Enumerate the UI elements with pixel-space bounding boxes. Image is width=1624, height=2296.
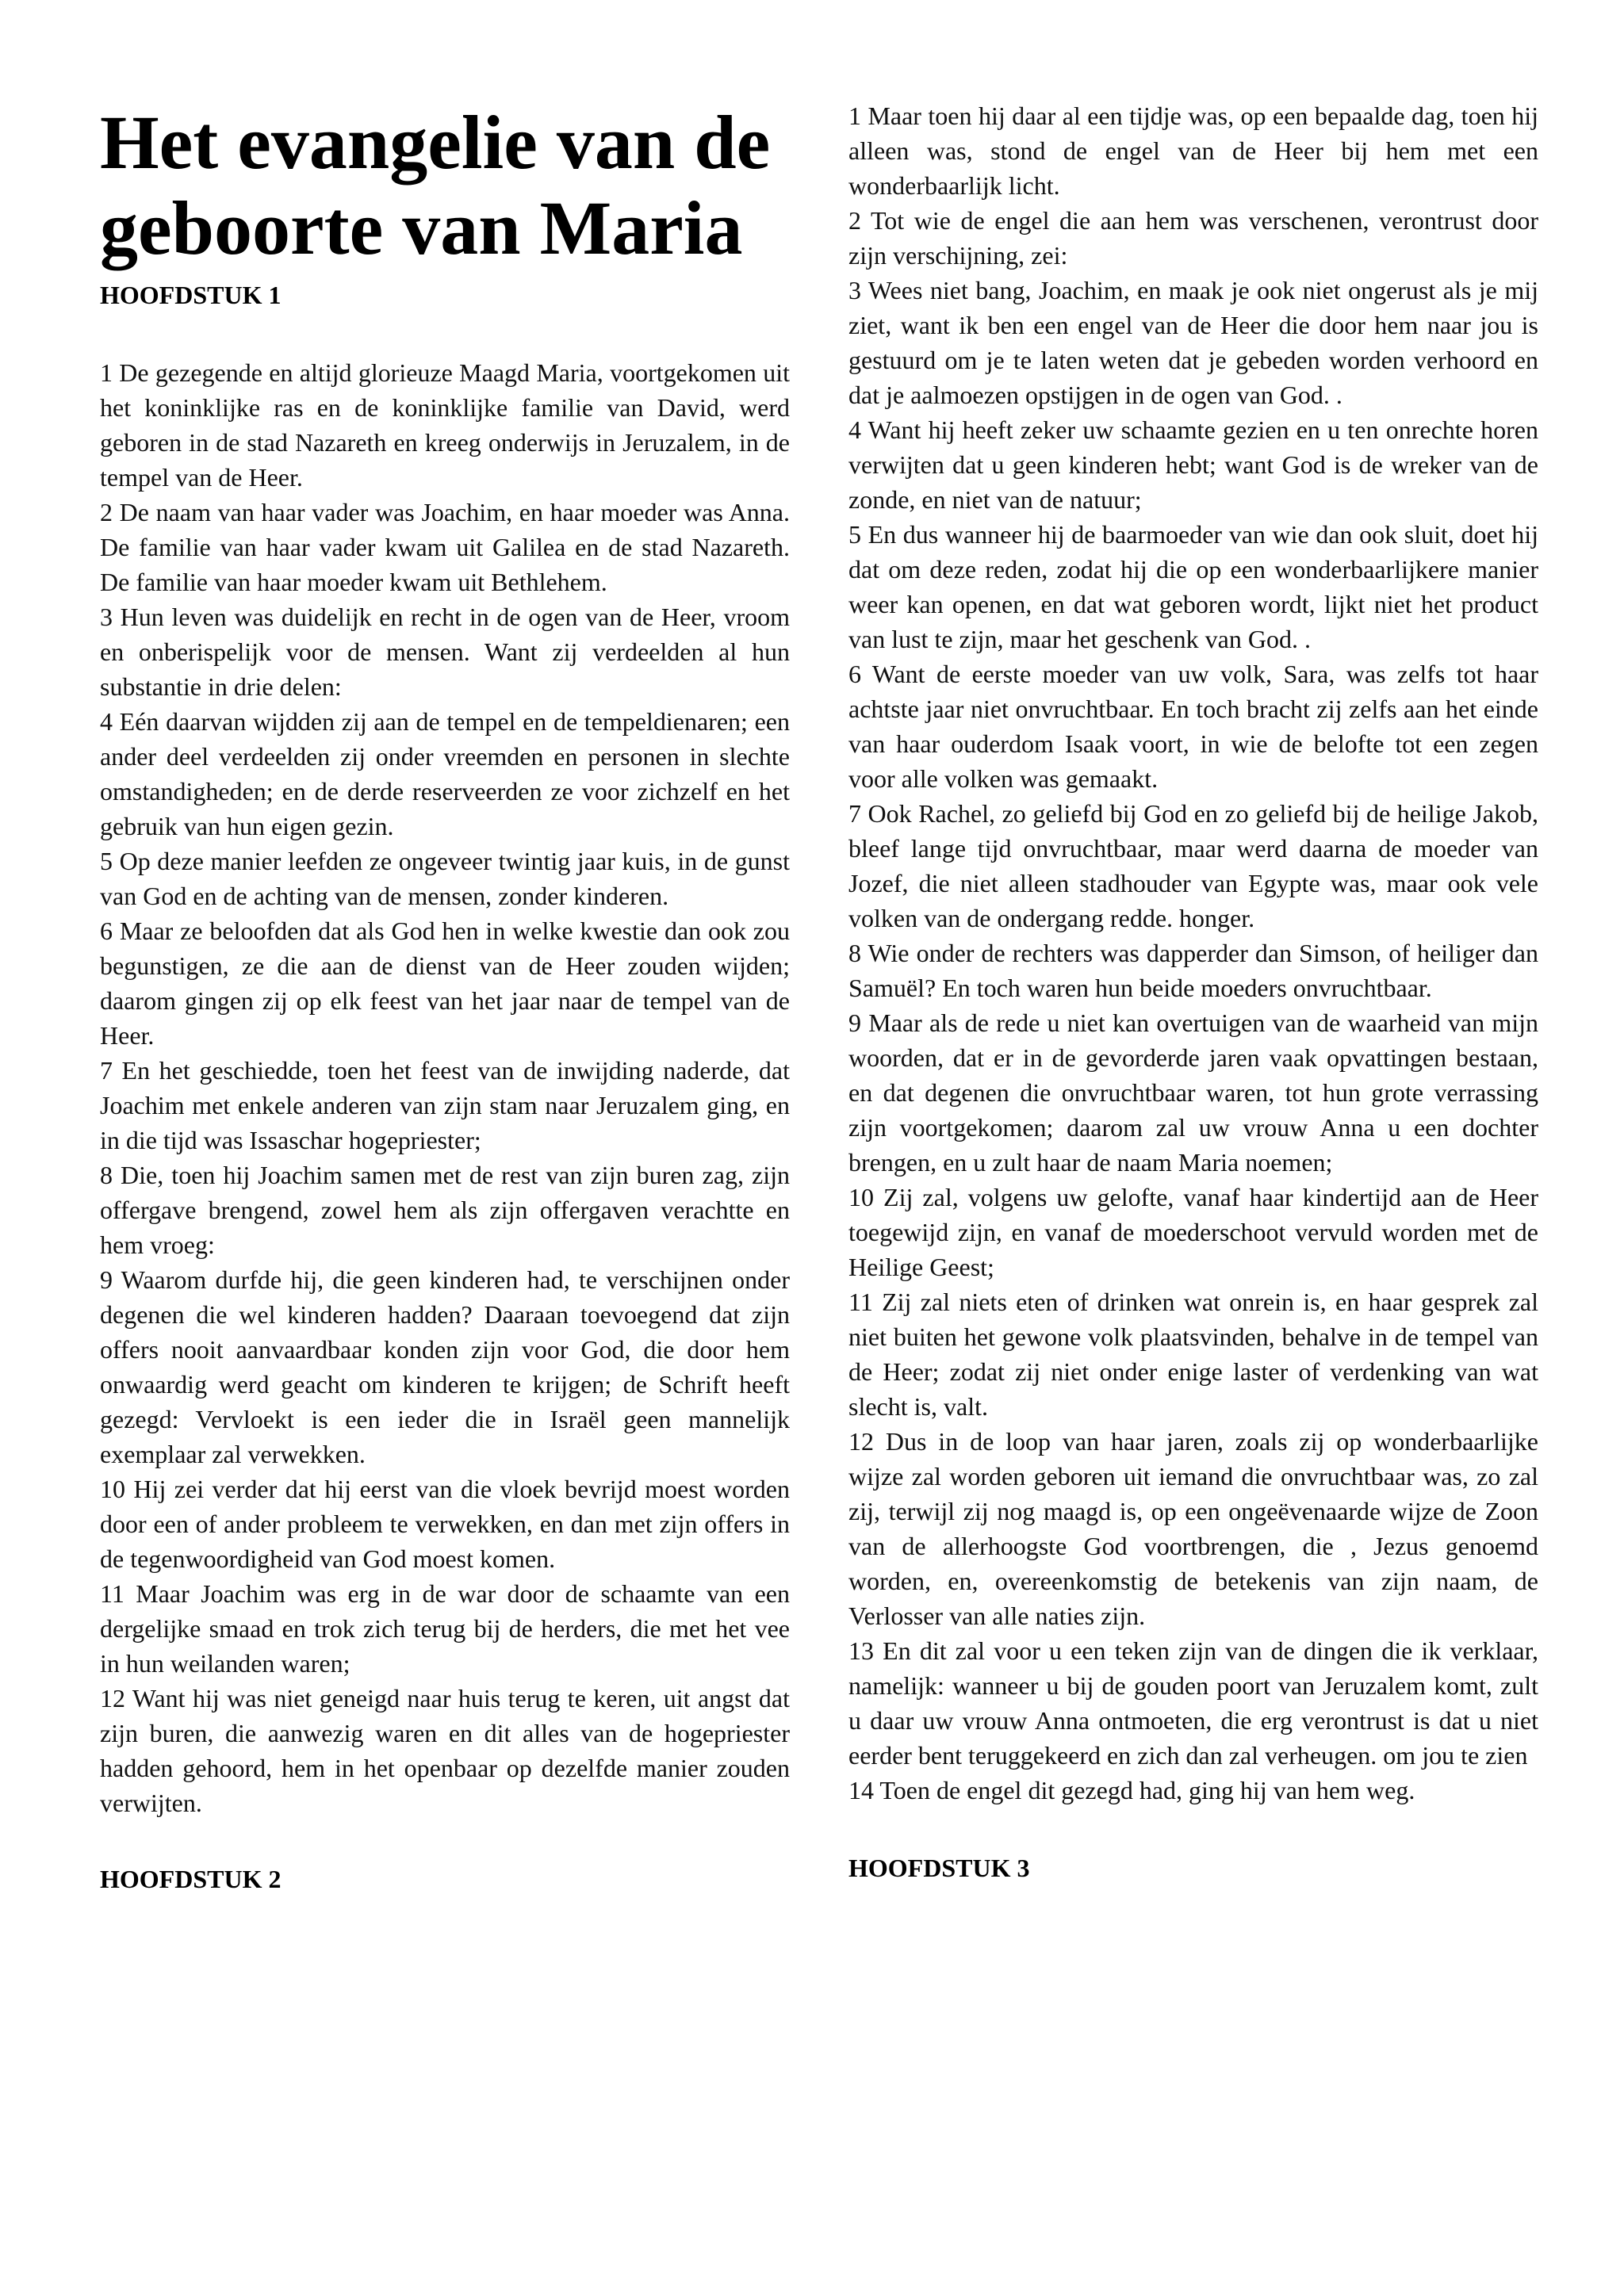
verse: 10 Zij zal, volgens uw gelofte, vanaf haar kindertijd aan de Heer toegewijd zijn, en vanaf de moederschoot vervuld worden met de Heilige Geest; [848,1183,1538,1281]
verse: 11 Zij zal niets eten of drinken wat onrein is, en haar gesprek zal niet buiten het gewone volk plaatsvinden, behalve in de tempel van de Heer; zodat zij niet onder enige laster of verdenking van wat slecht is, valt. [848,1288,1538,1421]
verse: 5 Op deze manier leefden ze ongeveer twintig jaar kuis, in de gunst van God en de achting van de mensen, zonder kinderen. [100,847,790,910]
verse: 9 Waarom durfde hij, die geen kinderen had, te verschijnen onder degenen die wel kinderen hadden? Daaraan toevoegend dat zijn offers nooit aanvaardbaar konden zijn voor God, die door hem onwaardig werd geacht om kinderen te krijgen; de Schrift heeft gezegd: Vervloekt is een ieder die in Israël geen mannelijk exemplaar zal verwekken. [100,1265,790,1468]
document-title: Het evangelie van de geboorte van Maria [100,100,771,270]
verse: 13 En dit zal voor u een teken zijn van de dingen die ik verklaar, namelijk: wanneer u bij de gouden poort van Jeruzalem komt, zult u daar uw vrouw Anna ontmoeten, die erg verontrust is dat u niet eerder bent teruggekeerd en zich dan zal verheugen. om jou te zien [848,1636,1538,1770]
verse: 10 Hij zei verder dat hij eerst van die vloek bevrijd moest worden door een of ander probleem te verwekken, en dan met zijn offers in de tegenwoordigheid van God moest komen. [100,1475,790,1573]
verse: 3 Hun leven was duidelijk en recht in de ogen van de Heer, vroom en onberispelijk voor de mensen. Want zij verdeelden al hun substantie in drie delen: [100,603,790,701]
verse: 8 Wie onder de rechters was dapperder dan Simson, of heiliger dan Samuël? En toch waren hun beide moeders onvruchtbaar. [848,939,1538,1002]
verse: 9 Maar als de rede u niet kan overtuigen van de waarheid van mijn woorden, dat er in de gevorderde jaren vaak opvattingen bestaan, en dat degenen die onvruchtbaar waren, tot hun grote verrassing zijn voortgekomen; daarom zal uw vrouw Anna u een dochter brengen, en u zult haar de naam Maria noemen; [848,1008,1538,1177]
verse: 4 Want hij heeft zeker uw schaamte gezien en u ten onrechte horen verwijten dat u geen kinderen hebt; want God is de wreker van de zonde, en niet van de natuur; [848,415,1538,514]
verse: 2 Tot wie de engel die aan hem was verschenen, verontrust door zijn verschijning, zei: [848,206,1538,270]
verse: 5 En dus wanneer hij de baarmoeder van wie dan ook sluit, doet hij dat om deze reden, zodat hij die op een wonderbaarlijkere manier weer kan openen, en dat wat geboren wordt, lijkt niet het product van lust te zijn, maar het geschenk van God. . [848,520,1538,653]
left-column [100,100,790,1896]
verse: 12 Want hij was niet geneigd naar huis terug te keren, uit angst dat zijn buren, die aanwezig waren en dit alles van de hogepriester hadden gehoord, hem in het openbaar op dezelfde manier zouden verwijten. [100,1684,790,1817]
right-column [848,98,1538,1885]
verse: 1 De gezegende en altijd glorieuze Maagd Maria, voortgekomen uit het koninklijke ras en de koninklijke familie van David, werd geboren in de stad Nazareth en kreeg onderwijs in Jeruzalem, in de tempel van de Heer. [100,358,790,492]
verse: 12 Dus in de loop van haar jaren, zoals zij op wonderbaarlijke wijze zal worden geboren uit iemand die onvruchtbaar was, zo zal zij, terwijl zij nog maagd is, op een ongeëvenaarde wijze de Zoon van de allerhoogste God voortbrengen, die , Jezus genoemd worden, en, overeenkomstig de betekenis van zijn naam, de Verlosser van alle naties zijn. [848,1427,1538,1630]
chapter-3-heading: HOOFDSTUK 3 [848,1854,1030,1882]
verse: 7 En het geschiedde, toen het feest van de inwijding naderde, dat Joachim met enkele anderen van zijn stam naar Jeruzalem ging, en in die tijd was Issaschar hogepriester; [100,1056,790,1154]
verse: 4 Eén daarvan wijdden zij aan de tempel en de tempeldienaren; een ander deel verdeelden zij onder vreemden en personen in slechte omstandigheden; en de derde reserveerden ze voor zichzelf en het gebruik van hun eigen gezin. [100,707,790,840]
verse: 1 Maar toen hij daar al een tijdje was, op een bepaalde dag, toen hij alleen was, stond de engel van de Heer bij hem met een wonderbaarlijk licht. [848,101,1538,200]
chapter-2-heading: HOOFDSTUK 2 [100,1865,282,1893]
verse: 2 De naam van haar vader was Joachim, en haar moeder was Anna. De familie van haar vader kwam uit Galilea en de stad Nazareth. De familie van haar moeder kwam uit Bethlehem. [100,498,790,596]
verse: 8 Die, toen hij Joachim samen met de rest van zijn buren zag, zijn offergave brengend, zowel hem als zijn offergaven verachtte en hem vroeg: [100,1161,790,1259]
verse: 3 Wees niet bang, Joachim, en maak je ook niet ongerust als je mij ziet, want ik ben een engel van de Heer die door hem naar jou is gestuurd om je te laten weten dat je gebeden worden verhoord en dat je aalmoezen opstijgen in de ogen van God. . [848,276,1538,409]
verse: 7 Ook Rachel, zo geliefd bij God en zo geliefd bij de heilige Jakob, bleef lange tijd onvruchtbaar, maar werd daarna de moeder van Jozef, die niet alleen stadhouder van Egypte was, maar ook vele volken van de ondergang redde. honger. [848,799,1538,932]
verse: 14 Toen de engel dit gezegd had, ging hij van hem weg. [848,1776,1415,1804]
verse: 6 Maar ze beloofden dat als God hen in welke kwestie dan ook zou begunstigen, ze die aan de dienst van de Heer zouden wijden; daarom gingen zij op elk feest van het jaar naar de tempel van de Heer. [100,916,790,1050]
verse: 11 Maar Joachim was erg in de war door de schaamte van een dergelijke smaad en trok zich terug bij de herders, die met het vee in hun weilanden waren; [100,1579,790,1678]
verse: 6 Want de eerste moeder van uw volk, Sara, was zelfs tot haar achtste jaar niet onvruchtbaar. En toch bracht zij zelfs aan het einde van haar ouderdom Isaak voort, in wie de belofte tot een zegen voor alle volken was gemaakt. [848,660,1538,793]
chapter-2-text [848,98,1538,1808]
chapter-1-heading: HOOFDSTUK 1 [100,281,282,309]
chapter-1-text [100,355,790,1820]
